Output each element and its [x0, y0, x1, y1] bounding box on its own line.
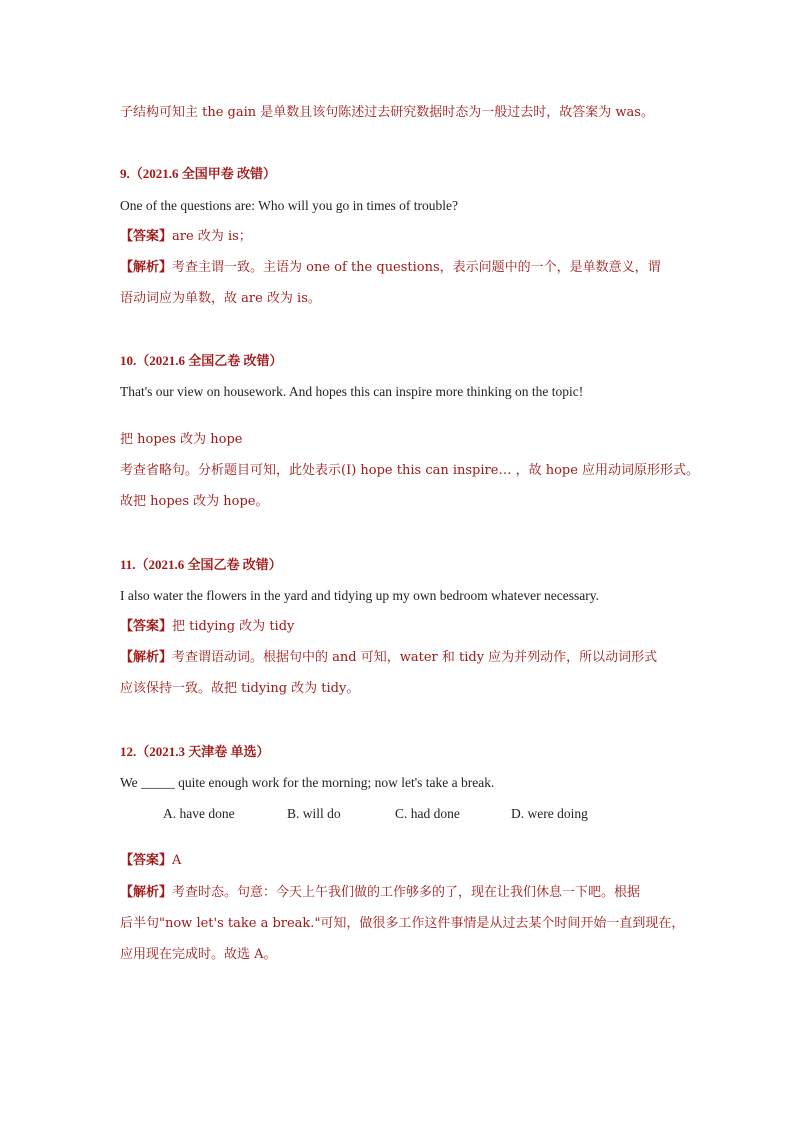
- q12-option-a: A. have done: [163, 806, 235, 821]
- q12-analysis-line3: 应用现在完成时。故选 A。: [120, 947, 277, 962]
- q12-analysis-line1: 考查时态。句意：今天上午我们做的工作够多的了，现在让我们休息一下吧。根据: [172, 885, 641, 900]
- q12-answer-label: 【答案】: [120, 853, 173, 868]
- q9-answer: [120, 228, 734, 246]
- q11-answer: [120, 618, 734, 636]
- q11-sentence: I also water the flowers in the yard and tidying up my own bedroom whatever necessary.: [120, 588, 599, 603]
- q12-analysis-label: 【解析】: [120, 885, 173, 900]
- q10-analysis-line2: 故把 hopes 改为 hope。: [120, 494, 269, 509]
- q11-answer-label: 【答案】: [120, 619, 173, 634]
- q12-heading: 12.（2021.3 天津卷 单选）: [120, 744, 270, 759]
- intro-text: 子结构可知主 the gain 是单数且该句陈述过去研究数据时态为一般过去时，故答案为 was。: [120, 105, 654, 120]
- q9-sentence: One of the questions are: Who will you go in times of trouble?: [120, 198, 458, 213]
- q11-analysis-line1: 考查谓语动词。根据句中的 and 可知，water 和 tidy 应为并列动作，所以动词形式: [172, 650, 658, 665]
- q10-answer: 把 hopes 改为 hope: [120, 432, 243, 447]
- q10-heading: 10.（2021.6 全国乙卷 改错）: [120, 353, 283, 368]
- q9-analysis-line1: 考查主谓一致。主语为 one of the questions，表示问题中的一个，是单数意义，谓: [172, 260, 661, 275]
- q12-option-b: B. will do: [287, 806, 341, 821]
- q9-answer-text: are 改为 is；: [172, 229, 252, 244]
- q11-answer-text: 把 tidying 改为 tidy: [172, 619, 295, 634]
- q9-answer-label: 【答案】: [120, 229, 173, 244]
- q12-analysis-line2: 后半句"now let's take a break."可知，做很多工作这件事情是从过去某个时间开始一直到现在，: [120, 916, 685, 931]
- q9-heading: 9.（2021.6 全国甲卷 改错）: [120, 166, 277, 181]
- q10-analysis-line1: 考查省略句。分析题目可知，此处表示(I) hope this can inspire… ，故 hope 应用动词原形形式。: [120, 463, 700, 478]
- q12-analysis: [120, 884, 734, 902]
- q11-analysis-label: 【解析】: [120, 650, 173, 665]
- q12-option-c: C. had done: [395, 806, 460, 821]
- q11-analysis-line2: 应该保持一致。故把 tidying 改为 tidy。: [120, 681, 360, 696]
- q12-answer-text: A: [172, 853, 182, 868]
- q12-option-d: D. were doing: [511, 806, 588, 821]
- q12-answer: [120, 852, 734, 870]
- q11-heading: 11.（2021.6 全国乙卷 改错）: [120, 557, 282, 572]
- q9-analysis-label: 【解析】: [120, 260, 173, 275]
- q10-sentence: That's our view on housework. And hopes this can inspire more thinking on the topic!: [120, 384, 584, 399]
- q12-sentence: We _____ quite enough work for the morning; now let's take a break.: [120, 775, 495, 790]
- q9-analysis: [120, 259, 734, 277]
- q11-analysis: [120, 649, 734, 667]
- q9-analysis-line2: 语动词应为单数，故 are 改为 is。: [120, 291, 321, 306]
